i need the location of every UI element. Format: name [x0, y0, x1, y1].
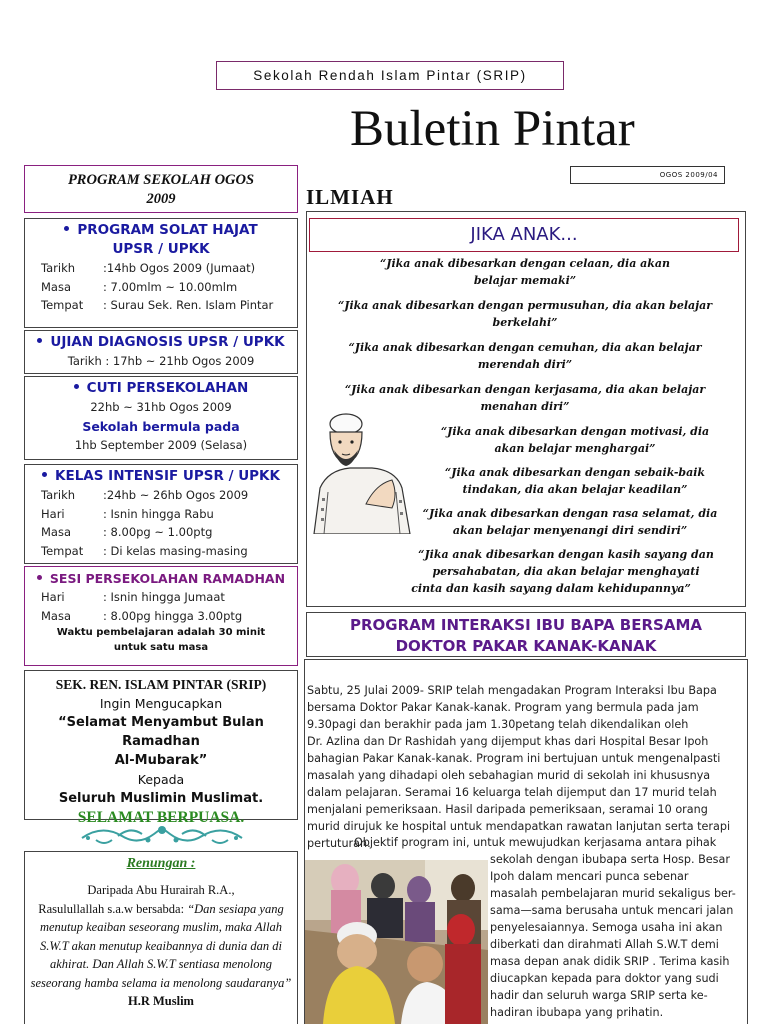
info-row: Masa : 8.00pg ~ 1.00ptg: [41, 525, 213, 539]
greeting-intro: Ingin Mengucapkan: [99, 696, 223, 711]
bullet-icon: [64, 226, 69, 231]
quote-5: “Jika anak dibesarkan dengan motivasi, dia akan belajar menghargai”: [440, 425, 710, 455]
issue-number: OGOS 2009/04: [570, 166, 725, 184]
quote-7: “Jika anak dibesarkan dengan rasa selamat, dia akan belajar menyenangi diri sendiri”: [422, 507, 718, 537]
renungan-source: H.R Muslim: [128, 994, 194, 1008]
greeting-box: [24, 670, 298, 826]
renungan-text-5: seseorang hamba selama ia menolong saudaranya”: [30, 975, 292, 990]
info-row: Tarikh :14hb Ogos 2009 (Jumaat): [41, 261, 256, 275]
quote-6: “Jika anak dibesarkan dengan sebaik-baik tindakan, dia akan belajar keadilan”: [444, 466, 706, 496]
ujian-heading: UJIAN DIAGNOSIS UPSR / UPKK: [25, 333, 297, 352]
ramadhan-note-2: untuk satu masa: [113, 642, 209, 653]
article-paragraph-1: Sabtu, 25 Julai 2009- SRIP telah mengadakan Program Interaksi Ibu Bapa bersama Doktor Pakar Kanak-kanak. Program yang bermula pada jam 9.30pagi dan berakhir pada jam 1.30petang telah dikendalikan oleh Dr. Azlina dan Dr Rashidah yang dijemput khas dari Hospital Besar Ipoh bahagian Pakar Kanak-kanak. Program ini bertujuan untuk mengenalpasti masalah yang dihadapi oleh sebahagian murid di sekolah ini khususnya dalam pelajaran. Seramai 16 keluarga telah dijemput dan 17 murid telah menjalani pemeriksaan. Hasil daripada pemeriksaan, seramai 10 orang murid dirujuk ke hospital untuk mendapatkan rawatan lanjutan serta terapi pertuturan.: [307, 684, 731, 850]
program-title-box: [24, 165, 298, 213]
cuti-date: 22hb ~ 31hb Ogos 2009: [90, 400, 232, 414]
cuti-resume-date: 1hb September 2009 (Selasa): [74, 438, 248, 452]
bullet-icon: [42, 472, 47, 477]
program-title-line-1: PROGRAM SEKOLAH OGOS: [67, 172, 255, 188]
program-title-line-2: 2009: [146, 191, 176, 207]
quote-8: “Jika anak dibesarkan dengan kasih sayang dan persahabatan, dia akan belajar menghayati cinta dan kasih sayang dalam kehidupannya”: [411, 548, 714, 595]
man-illustration: [306, 408, 418, 534]
info-row: Tempat : Di kelas masing-masing: [41, 543, 248, 558]
quote-3: “Jika anak dibesarkan dengan cemuhan, dia akan belajar merendah diri”: [348, 341, 702, 371]
bullet-icon: [74, 384, 79, 389]
info-row: Tarikh :24hb ~ 26hb Ogos 2009: [41, 488, 249, 502]
cuti-resume-label: Sekolah bermula pada: [82, 419, 240, 434]
quote-1: “Jika anak dibesarkan dengan celaan, dia akan belajar memaki”: [379, 257, 671, 287]
bulletin-title: Buletin Pintar: [350, 101, 635, 157]
info-row: Hari : Isnin hingga Jumaat: [41, 590, 225, 604]
solat-hajat-box: [24, 218, 298, 328]
ramadhan-note-1: Waktu pembelajaran adalah 30 minit: [56, 627, 266, 638]
article-title-line-2: DOKTOR PAKAR KANAK-KANAK: [395, 637, 657, 655]
program-photo-image: [305, 860, 488, 1024]
renungan-narrator: Daripada Abu Hurairah R.A.,: [87, 883, 235, 897]
renungan-text-1: Rasulullallah s.a.w bersabda: “Dan sesiapa yang: [38, 901, 284, 916]
program-photo: [305, 860, 488, 1024]
ramadhan-box: [24, 566, 298, 666]
renungan-text-3: S.W.T akan menutup keaibannya di dunia dan di: [40, 938, 282, 953]
kelas-intensif-box: [24, 464, 298, 564]
ornament-divider: [78, 820, 246, 850]
ilmiah-heading: ILMIAH: [306, 185, 394, 209]
article-title-box: [306, 612, 746, 657]
cuti-heading: CUTI PERSEKOLAHAN: [25, 379, 297, 398]
quote-2: “Jika anak dibesarkan dengan permusuhan, dia akan belajar berkelahi”: [337, 299, 713, 329]
bullet-icon: [37, 575, 42, 580]
info-row: Masa : 7.00mlm ~ 10.00mlm: [41, 279, 238, 294]
info-row: Tempat : Surau Sek. Ren. Islam Pintar: [41, 298, 274, 312]
greeting-school: SEK. REN. ISLAM PINTAR (SRIP): [55, 677, 267, 692]
renungan-title: Renungan :: [126, 856, 196, 871]
solat-hajat-heading: PROGRAM SOLAT HAJAT: [25, 221, 297, 240]
renungan-text-4: akhirat. Dan Allah S.W.T sentiasa menolong: [49, 957, 272, 971]
article-title-line-1: PROGRAM INTERAKSI IBU BAPA BERSAMA: [349, 616, 702, 634]
solat-hajat-subheading: UPSR / UPKK: [112, 241, 210, 257]
kelas-intensif-heading: KELAS INTENSIF UPSR / UPKK: [25, 467, 297, 486]
ujian-date: Tarikh : 17hb ~ 21hb Ogos 2009: [67, 354, 255, 368]
article-paragraph-2: sekolah dengan ibubapa serta Hosp. Besar Ipoh dalam mencari punca sebenar masalah pembelajaran murid sekaligus ber- sama—sama berusaha untuk mencari jalan penyelesaiannya. Semoga usaha ini akan diberkati dan dirahmati Allah S.W.T demi masa depan anak didik SRIP . Terima kasih diucapkan kepada para doktor yang sudi hadir dan seluruh warga SRIP serta ke- hadiran ibubapa yang prihatin.: [490, 853, 736, 1019]
info-row: Hari : Isnin hingga Rabu: [41, 506, 214, 521]
school-name-box: [216, 61, 564, 90]
greeting-to: Kepada: [137, 772, 185, 787]
school-name: Sekolah Rendah Islam Pintar (SRIP): [253, 68, 527, 83]
info-row: Masa : 8.00pg hingga 3.00ptg: [41, 608, 243, 623]
greeting-message-1: “Selamat Menyambut Bulan Ramadhan: [58, 715, 264, 749]
greeting-selamat-berpuasa: SELAMAT BERPUASA.: [77, 809, 245, 826]
article-paragraph-2-start: Objektif program ini, untuk mewujudkan kerjasama antara pihak: [354, 836, 717, 849]
quote-4: “Jika anak dibesarkan dengan kerjasama, dia akan belajar menahan diri”: [344, 383, 706, 413]
greeting-recipients: Seluruh Muslimin Muslimat.: [58, 791, 264, 806]
renungan-box: [24, 851, 298, 1024]
bullet-icon: [37, 338, 42, 343]
ramadhan-heading: SESI PERSEKOLAHAN RAMADHAN: [25, 569, 297, 588]
ujian-box: [24, 330, 298, 374]
cuti-box: [24, 376, 298, 460]
renungan-text-2: menutup keaiban seseorang muslim, maka Allah: [39, 920, 283, 934]
jika-anak-heading: JIKA ANAK...: [309, 218, 739, 252]
greeting-message-2: Al-Mubarak”: [114, 753, 208, 768]
